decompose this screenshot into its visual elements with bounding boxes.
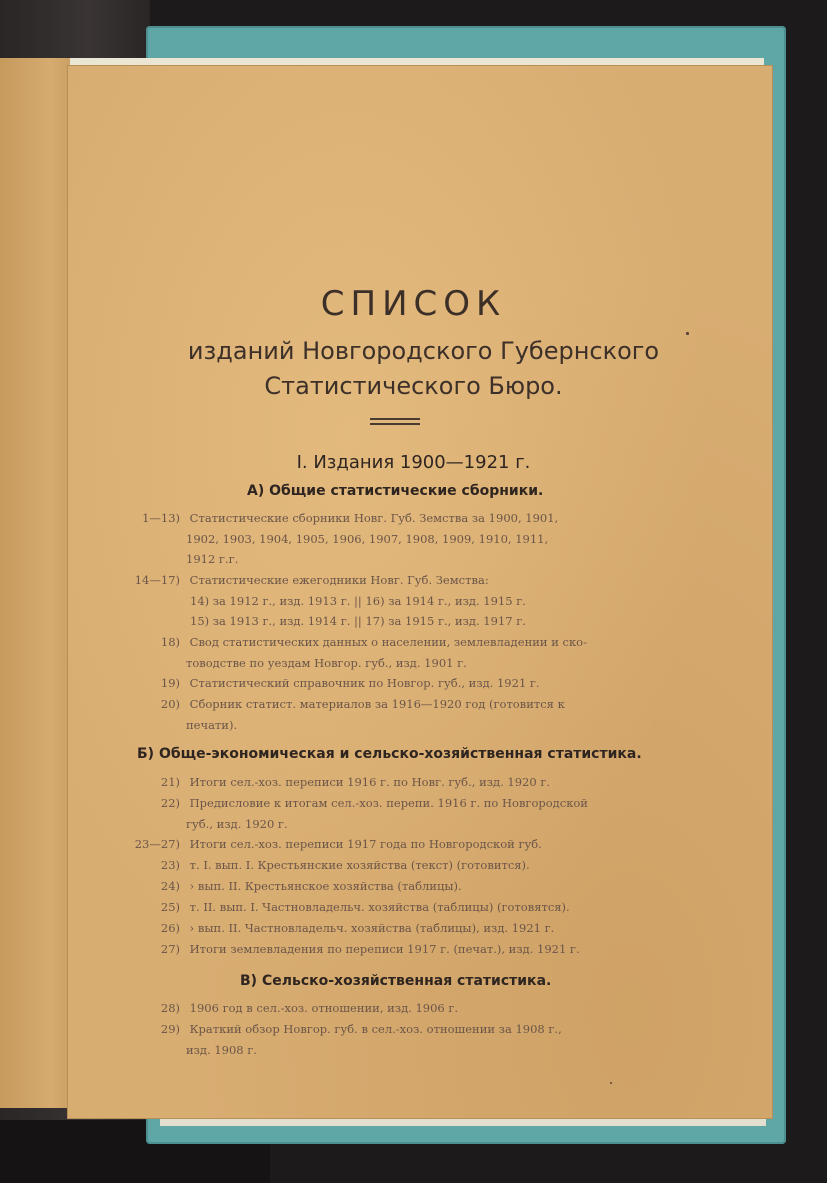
title-rule xyxy=(370,418,420,420)
item-number: 27) xyxy=(160,942,180,956)
item-number: 25) xyxy=(160,900,180,914)
page-subtitle-1: изданий Новгородского Губернского xyxy=(187,337,660,365)
part-heading: I. Издания 1900—1921 г. xyxy=(296,452,531,473)
section-heading: Б) Обще-экономическая и сельско-хозяйственная статистика. xyxy=(137,746,642,762)
page-title: СПИСОК xyxy=(320,284,507,324)
item-number: 23) xyxy=(160,858,180,872)
item-text: Статистические сборники Новг. Губ. Земства за 1900, 1901, xyxy=(189,511,559,525)
item-text: т. II. вып. I. Частновладельч. хозяйства (таблицы) (готовятся). xyxy=(189,900,570,914)
item-text: 15) за 1913 г., изд. 1914 г. || 17) за 1915 г., изд. 1917 г. xyxy=(190,614,526,628)
item-number: 29) xyxy=(160,1022,180,1036)
list-item xyxy=(118,918,554,939)
item-number: 28) xyxy=(160,1001,180,1015)
section-heading: А) Общие статистические сборники. xyxy=(247,483,544,499)
list-item xyxy=(118,998,458,1019)
item-text: 1906 год в сел.-хоз. отношении, изд. 1906 г. xyxy=(189,1001,459,1015)
item-text: Краткий обзор Новгор. губ. в сел.-хоз. отношении за 1908 г., xyxy=(189,1022,562,1036)
item-text: т. I. вып. I. Крестьянские хозяйства (текст) (готовится). xyxy=(189,858,530,872)
list-item xyxy=(118,673,540,694)
item-text: губ., изд. 1920 г. xyxy=(186,816,288,831)
list-item xyxy=(118,855,530,876)
item-text: Предисловие к итогам сел.-хоз. перепи. 1916 г. по Новгородской xyxy=(189,796,588,810)
item-text: 1912 г.г. xyxy=(186,552,239,566)
item-number: 18) xyxy=(160,635,180,649)
item-text: Свод статистических данных о населении, землевладении и ско- xyxy=(189,635,587,649)
item-text: 14) за 1912 г., изд. 1913 г. || 16) за 1914 г., изд. 1915 г. xyxy=(190,593,526,608)
item-number: 14—17) xyxy=(134,573,180,587)
item-number: 1—13) xyxy=(142,511,180,525)
item-text: Статистические ежегодники Новг. Губ. Земства: xyxy=(189,573,489,587)
item-text: Статистический справочник по Новгор. губ., изд. 1921 г. xyxy=(189,676,540,690)
list-item xyxy=(118,1019,562,1060)
item-text: › вып. II. Частновладельч. хозяйства (таблицы), изд. 1921 г. xyxy=(189,921,555,935)
item-text: Итоги сел.-хоз. переписи 1917 года по Новгородской губ. xyxy=(189,837,542,851)
item-text: Сборник статист. материалов за 1916—1920 год (готовится к xyxy=(189,697,565,711)
item-text: печати). xyxy=(186,717,238,732)
item-text: товодстве по уездам Новгор. губ., изд. 1901 г. xyxy=(186,655,467,670)
list-item xyxy=(118,897,570,918)
item-number: 26) xyxy=(160,921,180,935)
list-item xyxy=(118,876,462,897)
section-heading: В) Сельско-хозяйственная статистика. xyxy=(240,973,552,989)
title-rule xyxy=(370,423,420,425)
list-item xyxy=(118,632,587,673)
item-text: Итоги сел.-хоз. переписи 1916 г. по Новг. губ., изд. 1920 г. xyxy=(189,775,551,789)
list-item xyxy=(118,834,542,855)
page-subtitle-2: Статистического Бюро. xyxy=(264,372,563,400)
list-item xyxy=(118,793,588,834)
item-number: 24) xyxy=(160,879,180,893)
list-item xyxy=(118,772,550,793)
list-item xyxy=(118,570,526,632)
item-number: 20) xyxy=(160,697,180,711)
item-text: › вып. II. Крестьянское хозяйства (таблицы). xyxy=(189,879,462,893)
list-item xyxy=(118,508,558,570)
list-item xyxy=(118,939,580,960)
item-number: 21) xyxy=(160,775,180,789)
item-number: 23—27) xyxy=(134,837,180,851)
item-number: 22) xyxy=(160,796,180,810)
item-text: Итоги землевладения по переписи 1917 г. (печат.), изд. 1921 г. xyxy=(189,942,580,956)
item-text: изд. 1908 г. xyxy=(186,1042,257,1057)
left-page xyxy=(0,58,74,1108)
paper-speck xyxy=(610,1082,612,1084)
item-number: 19) xyxy=(160,676,180,690)
item-text: 1902, 1903, 1904, 1905, 1906, 1907, 1908, 1909, 1910, 1911, xyxy=(186,531,549,546)
list-item xyxy=(118,694,565,735)
paper-speck xyxy=(686,332,689,335)
